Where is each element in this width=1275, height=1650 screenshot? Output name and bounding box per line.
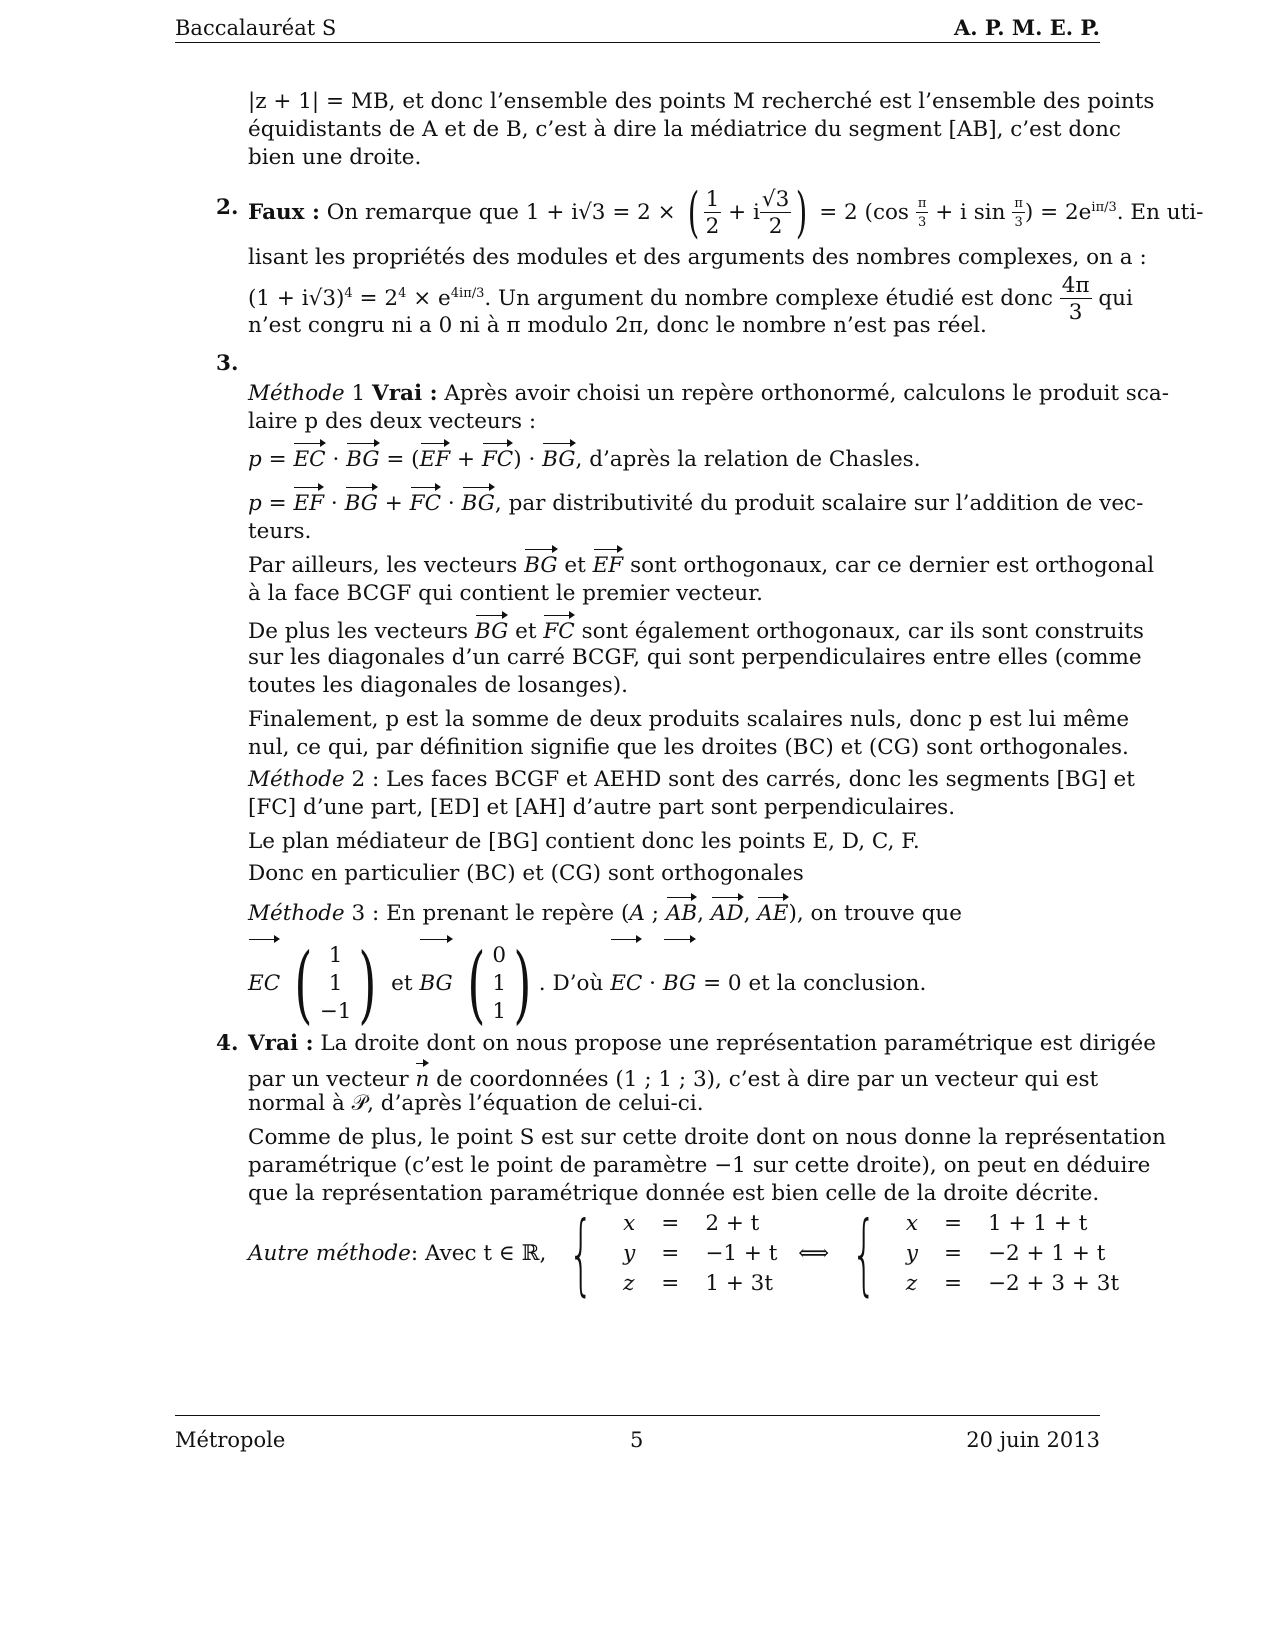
item-number: 3. [216,351,239,376]
item-number: 4. [216,1031,239,1056]
system-row [611,1210,789,1238]
method-label: Autre méthode [248,1241,411,1266]
text-span: qui [1098,286,1133,312]
vector-BG: BG [462,484,495,518]
vector-EC: EC [610,936,642,1026]
text-line: laire p des deux vecteurs : [248,409,537,434]
text-line: sur les diagonales d’un carré BCGF, qui sont perpendiculaires entre elles (comme [248,645,1142,670]
system-cell: = [661,1271,680,1296]
text-span: et [515,619,537,644]
matrix-line: EC ( 1 1 −1 ) et BG ( 0 1 1 ) . D’où EC · BG = 0 et la conclusion. [248,935,927,1033]
system-cell: z [623,1271,635,1296]
text-line [248,380,1169,408]
text-span: 1 [351,381,366,406]
text-span: La droite dont on nous propose une représentation paramétrique est dirigée [320,1031,1157,1056]
system-cell: = [661,1241,680,1266]
text-span: , par distributivité du produit scalaire sur l’addition de vec- [494,491,1144,516]
text-span: = 0 et la conclusion. [703,971,927,996]
exponent: 4iπ/3 [450,286,485,301]
right-paren: ) [796,181,808,245]
text-span: (1 + i√3) [248,286,345,312]
left-paren: ( [294,935,313,1033]
text-span: ) = 2e [1024,200,1092,226]
text-line [248,1060,1098,1094]
text-line: que la représentation paramétrique donnée est bien celle de la droite décrite. [248,1181,1100,1206]
vector-BG: BG [524,546,557,580]
text-span: . En uti- [1116,200,1204,226]
formula-line: p = EC · BG = (EF + FC) · BG, d’après la relation de Chasles. [248,440,921,474]
vector-EC: EC [293,440,325,474]
vector-BG: BG [346,440,379,474]
vector-BG: BG [542,440,575,474]
system-1 [609,1208,791,1300]
method-label: Méthode [248,767,345,792]
system-row [611,1270,789,1298]
fraction: $\frac{4\pi}{3}$ [1061,272,1090,326]
fraction: $\frac{√3}{2}$ [761,186,790,240]
right-paren: ) [513,935,532,1033]
text-span: , on trouve que [796,901,962,926]
text-span: . D’où [538,971,604,996]
page-number: 5 [630,1428,644,1452]
text-line: nul, ce qui, par définition signifie que les droites (BC) et (CG) sont orthogonales. [248,735,1129,760]
vector-FC: FC [410,484,441,518]
footer-left: Métropole [175,1428,286,1452]
text-line: Donc en particulier (BC) et (CG) sont orthogonales [248,861,804,886]
system-cell: 1 + 1 + t [988,1211,1088,1236]
system-cell: 2 + t [705,1211,760,1236]
verdict-vrai: Vrai : [372,381,438,406]
text-line: à la face BCGF qui contient le premier vecteur. [248,581,764,606]
system-cell: = [661,1211,680,1236]
vector-BG: BG [419,936,452,1026]
fraction: $\frac{1}{2}$ [705,186,720,240]
left-paren: ( [687,181,699,245]
left-brace: { [568,1202,594,1305]
footer-date: 20 juin 2013 [966,1428,1100,1452]
text-line: [FC] d’une part, [ED] et [AH] d’autre part sont perpendiculaires. [248,795,956,820]
text-line: Le plan médiateur de [BG] contient donc les points E, D, C, F. [248,829,920,854]
text-span: : Avec t ∈ ℝ, [410,1241,547,1266]
header-right: A. P. M. E. P. [954,15,1100,40]
exponent: 4 [398,286,407,301]
matrix-EC [320,942,352,1026]
vector-BG: BG [345,484,378,518]
text-line [248,766,1135,794]
item2-formula-line: Faux : On remarque que 1 + i√3 = 2 × ( $\frac{1}{2}$ + i $\frac{√3}{2}$ ) = 2 (cos $\frac{\pi}{3}$ + i sin $\frac{\pi}{3}$ ) = $2e^{i\pi/3}$. En uti- [248,181,1204,245]
text-span: = 2 (cos [819,200,909,226]
text-span: = 2 [359,286,399,312]
text-line: Finalement, p est la somme de deux produits scalaires nuls, donc p est lui même [248,707,1130,732]
text-line: |z + 1| = MB, et donc l’ensemble des points M recherché est l’ensemble des points [248,89,1155,114]
equivalence-symbol: ⟺ [798,1241,830,1266]
system-cell: = [944,1211,963,1236]
text-span: 2 : Les faces BCGF et AEHD sont des carrés, donc les segments [BG] et [351,767,1135,792]
vector-BG: BG [663,936,696,1026]
verdict-faux: Faux : [248,200,320,226]
text-line [248,612,1144,646]
vector-n: n [415,1060,429,1094]
system-cell: −2 + 3 + 3t [988,1271,1120,1296]
matrix-cell: 1 [492,971,507,996]
system-cell: −1 + t [705,1241,778,1266]
left-paren: ( [466,935,485,1033]
system-cell: y [623,1241,636,1266]
matrix-cell: 1 [492,999,507,1024]
text-span: Après avoir choisi un repère orthonormé, calculons le produit sca- [444,381,1169,406]
text-line: bien une droite. [248,145,422,170]
system-line [248,1202,1133,1305]
method-label: Méthode [248,901,345,926]
verdict-vrai: Vrai : [248,1031,314,1056]
text-span: 3 : En prenant le repère [351,901,615,926]
text-line [248,546,1154,580]
vector-AB: AB [666,894,697,928]
text-span: . Un argument du nombre complexe étudié est donc [484,286,1053,312]
system-row [611,1240,789,1268]
text-span: sont également orthogonaux, car ils sont construits [581,619,1144,644]
matrix-BG [492,942,506,1026]
exponent: 4 [344,286,353,301]
vector-BG: BG [475,612,508,646]
vector-EF: EF [420,440,451,474]
text-line: Méthode 3 : En prenant le repère (A ; AB, AD, AE), on trouve que [248,894,962,928]
left-brace: { [851,1202,877,1305]
page-header [175,14,1100,43]
item-number: 2. [216,195,239,220]
vector-AD: AD [711,894,744,928]
text-line: équidistants de A et de B, c’est à dire la médiatrice du segment [AB], c’est donc [248,117,1121,142]
text-line: teurs. [248,519,312,544]
text-line [248,1030,1156,1058]
text-span: × e [413,286,451,312]
system-row [894,1270,1131,1298]
system-cell: z [905,1271,918,1296]
system-2 [892,1208,1133,1300]
text-line: n’est congru ni a 0 ni à π modulo 2π, donc le nombre n’est pas réel. [248,313,987,338]
formula-line: p = EF · BG + FC · BG, par distributivité du produit scalaire sur l’addition de vec- [248,484,1143,518]
text-line: lisant les propriétés des modules et des arguments des nombres complexes, on a : [248,245,1147,270]
page-footer [175,1415,1100,1452]
vector-EF: EF [593,546,624,580]
text-line: Comme de plus, le point S est sur cette droite dont on nous donne la représentation [248,1125,1166,1150]
system-cell: y [905,1241,919,1266]
text-span: et [391,971,413,996]
exponent: iπ/3 [1091,200,1117,215]
system-cell: = [944,1271,963,1296]
matrix-cell: −1 [319,999,352,1024]
text-span: par un vecteur [248,1067,409,1092]
fraction: $\frac{\pi}{3}$ [917,196,927,231]
text-span: , d’après la relation de Chasles. [575,447,921,472]
text-span: et [564,553,586,578]
matrix-cell: 1 [328,971,343,996]
fraction: $\frac{\pi}{3}$ [1014,196,1023,231]
text-span: Par ailleurs, les vecteurs [248,553,518,578]
text-line: toutes les diagonales de losanges). [248,673,629,698]
vector-FC: FC [482,440,513,474]
vector-EF: EF [293,484,324,518]
text-span: sont orthogonaux, car ce dernier est orthogonal [630,553,1155,578]
system-cell: 1 + 3t [705,1271,773,1296]
system-cell: x [905,1211,918,1236]
system-row [894,1240,1131,1268]
matrix-cell: 0 [492,943,507,968]
method-label: Méthode [248,381,345,406]
header-left: Baccalauréat S [175,16,337,40]
right-paren: ) [358,935,377,1033]
vector-AE: AE [757,894,788,928]
system-cell: x [623,1211,636,1236]
text-span: de coordonnées (1 ; 1 ; 3), c’est à dire par un vecteur qui est [436,1067,1099,1092]
matrix-cell: 1 [328,943,343,968]
text-line: paramétrique (c’est le point de paramètre −1 sur cette droite), on peut en déduire [248,1153,1151,1178]
vector-FC: FC [543,612,574,646]
system-row [894,1210,1131,1238]
text-span: On remarque que 1 + i√3 = 2 × [326,200,676,226]
text-span: + i sin [935,200,1006,226]
system-cell: −2 + 1 + t [988,1241,1106,1266]
vector-EC: EC [248,936,280,1026]
text-span: De plus les vecteurs [248,619,469,644]
system-cell: = [944,1241,963,1266]
text-line: normal à 𝒫, d’après l’équation de celui-ci. [248,1091,704,1116]
